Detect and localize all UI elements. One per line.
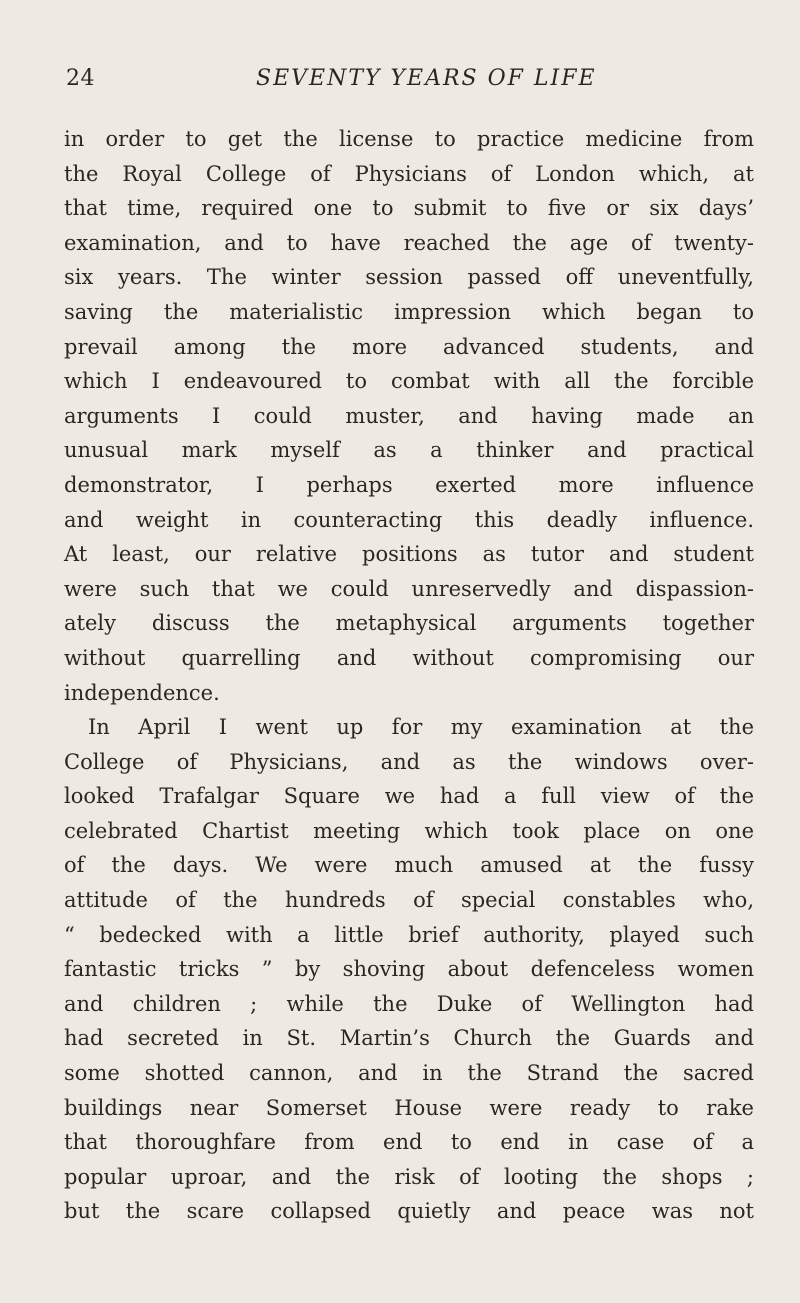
text-line: were such that we could unreservedly and dispassion- bbox=[64, 576, 754, 601]
text-line: fantastic tricks ” by shoving about defenceless women bbox=[64, 957, 754, 982]
text-line: without quarrelling and without compromising our bbox=[64, 645, 754, 670]
text-line: and children ; while the Duke of Wellington had bbox=[64, 991, 754, 1016]
text-line: of the days. We were much amused at the fussy bbox=[64, 853, 754, 878]
text-line: celebrated Chartist meeting which took place on one bbox=[64, 818, 754, 843]
body-text bbox=[64, 122, 754, 1229]
text-line: the Royal College of Physicians of London which, at bbox=[64, 161, 754, 186]
text-line: looked Trafalgar Square we had a full view of the bbox=[64, 784, 754, 809]
paragraph-start-line: In April I went up for my examination at the bbox=[88, 715, 754, 740]
text-line: College of Physicians, and as the windows over- bbox=[64, 749, 754, 774]
text-line: popular uproar, and the risk of looting the shops ; bbox=[64, 1164, 754, 1189]
text-line: in order to get the license to practice medicine from bbox=[64, 127, 754, 151]
paragraph-end-line: independence. bbox=[64, 680, 220, 705]
text-line: buildings near Somerset House were ready to rake bbox=[64, 1095, 754, 1120]
text-line: demonstrator, I perhaps exerted more influence bbox=[64, 472, 754, 497]
text-line: prevail among the more advanced students, and bbox=[64, 334, 754, 359]
text-line: six years. The winter session passed off uneventfully, bbox=[64, 265, 754, 290]
text-line: attitude of the hundreds of special constables who, bbox=[64, 888, 754, 913]
text-line: but the scare collapsed quietly and peace was not bbox=[64, 1199, 754, 1224]
text-line: and weight in counteracting this deadly influence. bbox=[64, 507, 754, 532]
text-line: which I endeavoured to combat with all the forcible bbox=[64, 369, 754, 394]
running-title: SEVENTY YEARS OF LIFE bbox=[256, 66, 597, 91]
text-line: arguments I could muster, and having made an bbox=[64, 403, 754, 428]
text-line: At least, our relative positions as tutor and student bbox=[64, 542, 754, 567]
running-header bbox=[0, 66, 800, 96]
text-line: had secreted in St. Martin’s Church the Guards and bbox=[64, 1026, 754, 1051]
page-number: 24 bbox=[66, 66, 95, 91]
text-line: saving the materialistic impression which began to bbox=[64, 299, 754, 324]
text-line: that thoroughfare from end to end in case of a bbox=[64, 1130, 754, 1155]
text-line: “ bedecked with a little brief authority, played such bbox=[64, 922, 754, 947]
text-line: examination, and to have reached the age of twenty- bbox=[64, 230, 754, 255]
text-line: some shotted cannon, and in the Strand the sacred bbox=[64, 1061, 754, 1086]
text-line: ately discuss the metaphysical arguments together bbox=[64, 611, 754, 636]
text-line: unusual mark myself as a thinker and practical bbox=[64, 438, 754, 463]
text-line: that time, required one to submit to five or six days’ bbox=[64, 196, 754, 221]
